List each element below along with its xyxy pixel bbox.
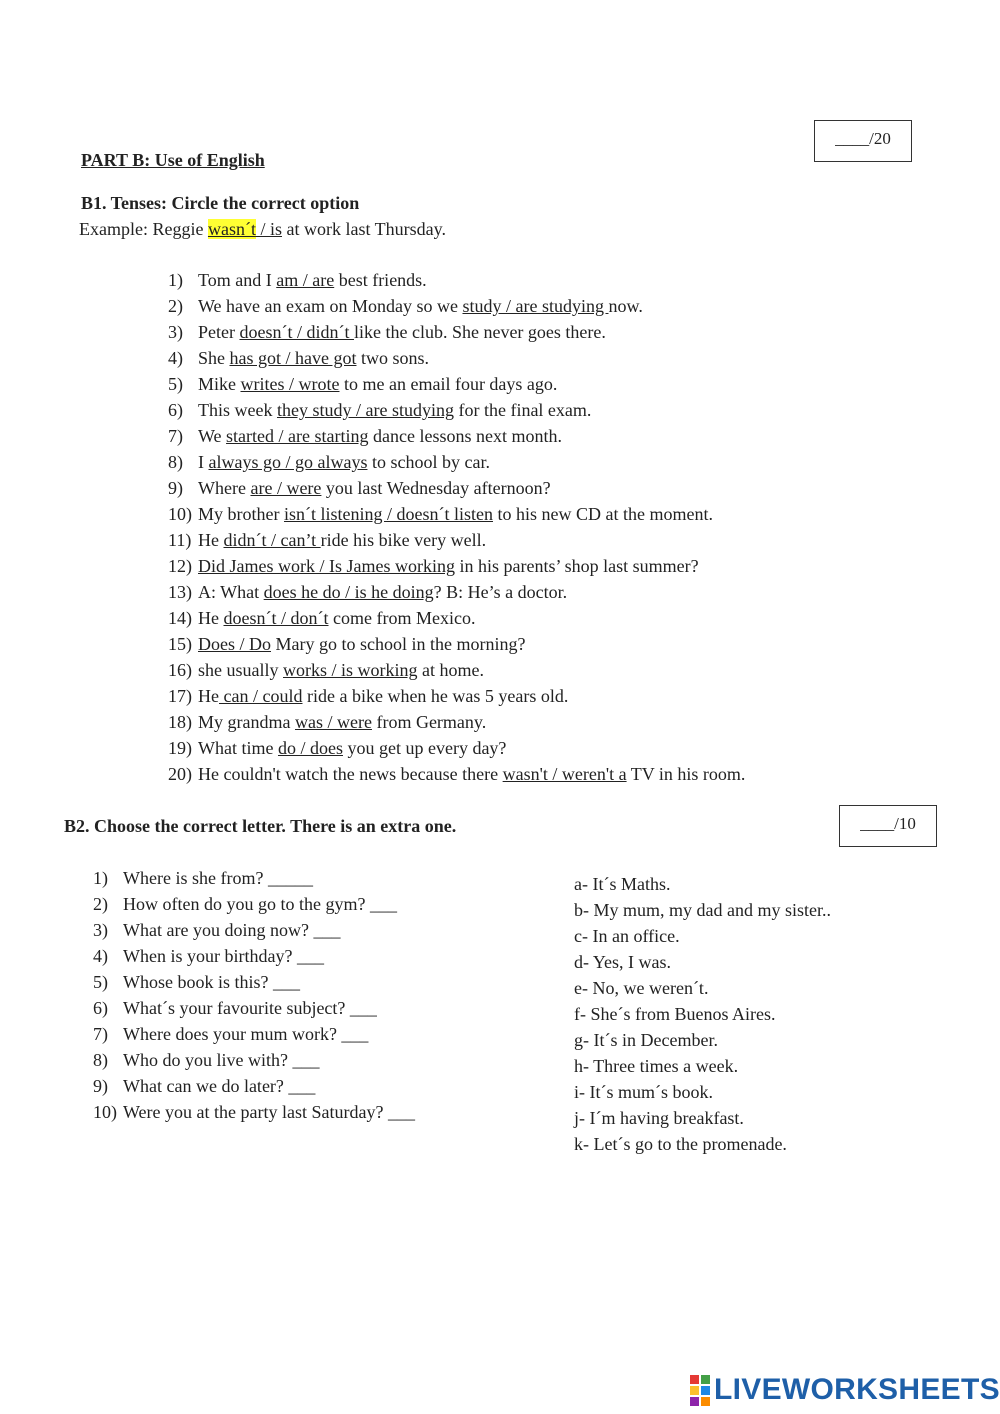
question-number: 5): [93, 972, 108, 992]
answer-options[interactable]: doesn´t / don´t: [223, 608, 329, 628]
question-text: [198, 504, 713, 525]
question-text: [198, 374, 557, 395]
question-pre: She: [198, 348, 230, 368]
example-highlight: wasn´t: [207, 219, 256, 239]
question-text: [198, 764, 745, 785]
question-post: best friends.: [334, 270, 427, 290]
question-text: [198, 270, 427, 291]
answer-options[interactable]: Did James work / Is James working: [198, 556, 455, 576]
question-number: 18): [168, 712, 192, 732]
question-text: When is your birthday? ___: [123, 946, 324, 966]
b2-answer-option: d- Yes, I was.: [574, 952, 672, 972]
answer-options[interactable]: Does / Do: [198, 634, 271, 654]
question-text: [198, 296, 643, 317]
b2-answer-option: e- No, we weren´t.: [574, 978, 709, 998]
question-text: [198, 686, 568, 707]
question-number: 3): [168, 322, 183, 342]
question-post: like the club. She never goes there.: [353, 322, 606, 342]
b2-score-box: [839, 805, 937, 847]
question-text: Where does your mum work? ___: [123, 1024, 369, 1044]
question-text: Were you at the party last Saturday? ___: [123, 1102, 415, 1122]
answer-options[interactable]: do / does: [277, 738, 343, 758]
question-pre: Mike: [198, 374, 241, 394]
question-post: come from Mexico.: [328, 608, 476, 628]
question-text: Where is she from? _____: [123, 868, 313, 888]
answer-options[interactable]: am / are: [276, 270, 335, 290]
question-number: 13): [168, 582, 192, 602]
answer-options[interactable]: does he do / is he doing: [263, 582, 434, 602]
question-number: 8): [93, 1050, 108, 1070]
question-text: [198, 712, 486, 733]
question-text: [198, 582, 567, 603]
question-post: to school by car.: [367, 452, 490, 472]
question-pre: My grandma: [198, 712, 295, 732]
question-number: 9): [93, 1076, 108, 1096]
answer-options[interactable]: has got / have got: [229, 348, 357, 368]
b1-example: [79, 219, 446, 240]
b2-answer-option: j- I´m having breakfast.: [574, 1108, 744, 1128]
question-text: [198, 660, 484, 681]
question-pre: He couldn't watch the news because there: [198, 764, 503, 784]
question-pre: Tom and I: [198, 270, 277, 290]
question-text: Whose book is this? ___: [123, 972, 300, 992]
question-text: [198, 452, 490, 473]
question-text: Who do you live with? ___: [123, 1050, 320, 1070]
question-number: 16): [168, 660, 192, 680]
example-pre: Example: Reggie: [79, 219, 208, 239]
question-pre: He: [198, 530, 224, 550]
question-text: What are you doing now? ___: [123, 920, 341, 940]
question-post: ride a bike when he was 5 years old.: [302, 686, 569, 706]
question-number: 14): [168, 608, 192, 628]
question-post: you get up every day?: [342, 738, 507, 758]
question-text: [198, 738, 506, 759]
question-number: 19): [168, 738, 192, 758]
answer-options[interactable]: study / are studying: [462, 296, 609, 316]
b1-title: B1. Tenses: Circle the correct option: [81, 193, 360, 213]
question-pre: We: [198, 426, 227, 446]
question-number: 20): [168, 764, 192, 784]
b2-answer-option: i- It´s mum´s book.: [574, 1082, 713, 1102]
question-post: for the final exam.: [453, 400, 592, 420]
answer-options[interactable]: are / were: [250, 478, 322, 498]
answer-options[interactable]: can / could: [219, 686, 303, 706]
answer-options[interactable]: started / are starting: [226, 426, 369, 446]
question-number: 7): [93, 1024, 108, 1044]
question-number: 11): [168, 530, 192, 550]
b2-answer-option: h- Three times a week.: [574, 1056, 739, 1076]
question-number: 17): [168, 686, 192, 706]
b2-answer-option: f- She´s from Buenos Aires.: [574, 1004, 776, 1024]
b2-answer-option: k- Let´s go to the promenade.: [574, 1134, 787, 1154]
example-post: at work last Thursday.: [281, 219, 446, 239]
question-text: [198, 426, 562, 447]
question-number: 8): [168, 452, 183, 472]
liveworksheets-logo: [690, 1373, 1000, 1407]
question-post: Mary go to school in the morning?: [271, 634, 526, 654]
question-text: [198, 400, 591, 421]
b2-answer-option: b- My mum, my dad and my sister..: [574, 900, 831, 920]
question-pre: He: [198, 686, 219, 706]
answer-options[interactable]: they study / are studying: [276, 400, 454, 420]
part-b-title: PART B: Use of English: [81, 150, 265, 170]
question-number: 2): [93, 894, 108, 914]
answer-options[interactable]: was / were: [294, 712, 372, 732]
question-post: TV in his room.: [626, 764, 746, 784]
part-b-score-box: [814, 120, 912, 162]
question-number: 4): [168, 348, 183, 368]
answer-options[interactable]: wasn't / weren't a: [502, 764, 627, 784]
question-number: 6): [168, 400, 183, 420]
question-number: 2): [168, 296, 183, 316]
answer-options[interactable]: doesn´t / didn´t: [239, 322, 354, 342]
question-text: [198, 530, 486, 551]
answer-options[interactable]: works / is working: [283, 660, 418, 680]
question-text: How often do you go to the gym? ___: [123, 894, 397, 914]
part-b-score: ____/20: [835, 129, 891, 148]
question-post: you last Wednesday afternoon?: [321, 478, 551, 498]
question-number: 7): [168, 426, 183, 446]
question-pre: she usually: [198, 660, 283, 680]
question-pre: We have an exam on Monday so we: [198, 296, 463, 316]
question-post: from Germany.: [371, 712, 487, 732]
answer-options[interactable]: didn´t / can’t: [223, 530, 321, 550]
b2-title: B2. Choose the correct letter. There is an extra one.: [64, 816, 457, 836]
question-post: two sons.: [356, 348, 429, 368]
question-number: 6): [93, 998, 108, 1018]
question-pre: This week: [198, 400, 277, 420]
answer-options[interactable]: isn´t listening / doesn´t listen: [283, 504, 493, 524]
question-text: What´s your favourite subject? ___: [123, 998, 377, 1018]
question-number: 5): [168, 374, 183, 394]
question-post: ride his bike very well.: [320, 530, 487, 550]
b2-answer-option: c- In an office.: [574, 926, 680, 946]
question-text: [198, 322, 606, 343]
question-post: to his new CD at the moment.: [492, 504, 713, 524]
answer-options[interactable]: writes / wrote: [240, 374, 340, 394]
question-post: dance lessons next month.: [368, 426, 562, 446]
question-text: What can we do later? ___: [123, 1076, 316, 1096]
answer-options[interactable]: always go / go always: [208, 452, 368, 472]
question-number: 1): [168, 270, 183, 290]
question-pre: Peter: [198, 322, 240, 342]
question-number: 12): [168, 556, 192, 576]
b2-answer-option: g- It´s in December.: [574, 1030, 718, 1050]
example-options-rest: / is: [255, 219, 282, 239]
question-pre: I: [198, 452, 209, 472]
question-post: in his parents’ shop last summer?: [454, 556, 699, 576]
question-pre: My brother: [198, 504, 284, 524]
logo-mark-icon: [690, 1375, 710, 1406]
question-text: [198, 634, 525, 655]
question-number: 10): [168, 504, 192, 524]
b2-score: ____/10: [860, 814, 916, 833]
question-number: 4): [93, 946, 108, 966]
question-pre: What time: [198, 738, 278, 758]
question-number: 10): [93, 1102, 117, 1122]
question-post: at home.: [417, 660, 484, 680]
question-number: 9): [168, 478, 183, 498]
question-text: [198, 608, 475, 629]
b2-answer-option: a- It´s Maths.: [574, 874, 671, 894]
question-text: [198, 348, 429, 369]
question-number: 1): [93, 868, 108, 888]
question-number: 15): [168, 634, 192, 654]
question-number: 3): [93, 920, 108, 940]
question-pre: Where: [198, 478, 251, 498]
question-post: ? B: He’s a doctor.: [433, 582, 568, 602]
question-text: [198, 478, 551, 499]
question-text: [198, 556, 699, 577]
question-pre: He: [198, 608, 224, 628]
question-post: now.: [608, 296, 643, 316]
question-pre: A: What: [198, 582, 264, 602]
logo-text: LIVEWORKSHEETS: [714, 1373, 1000, 1406]
question-post: to me an email four days ago.: [339, 374, 558, 394]
